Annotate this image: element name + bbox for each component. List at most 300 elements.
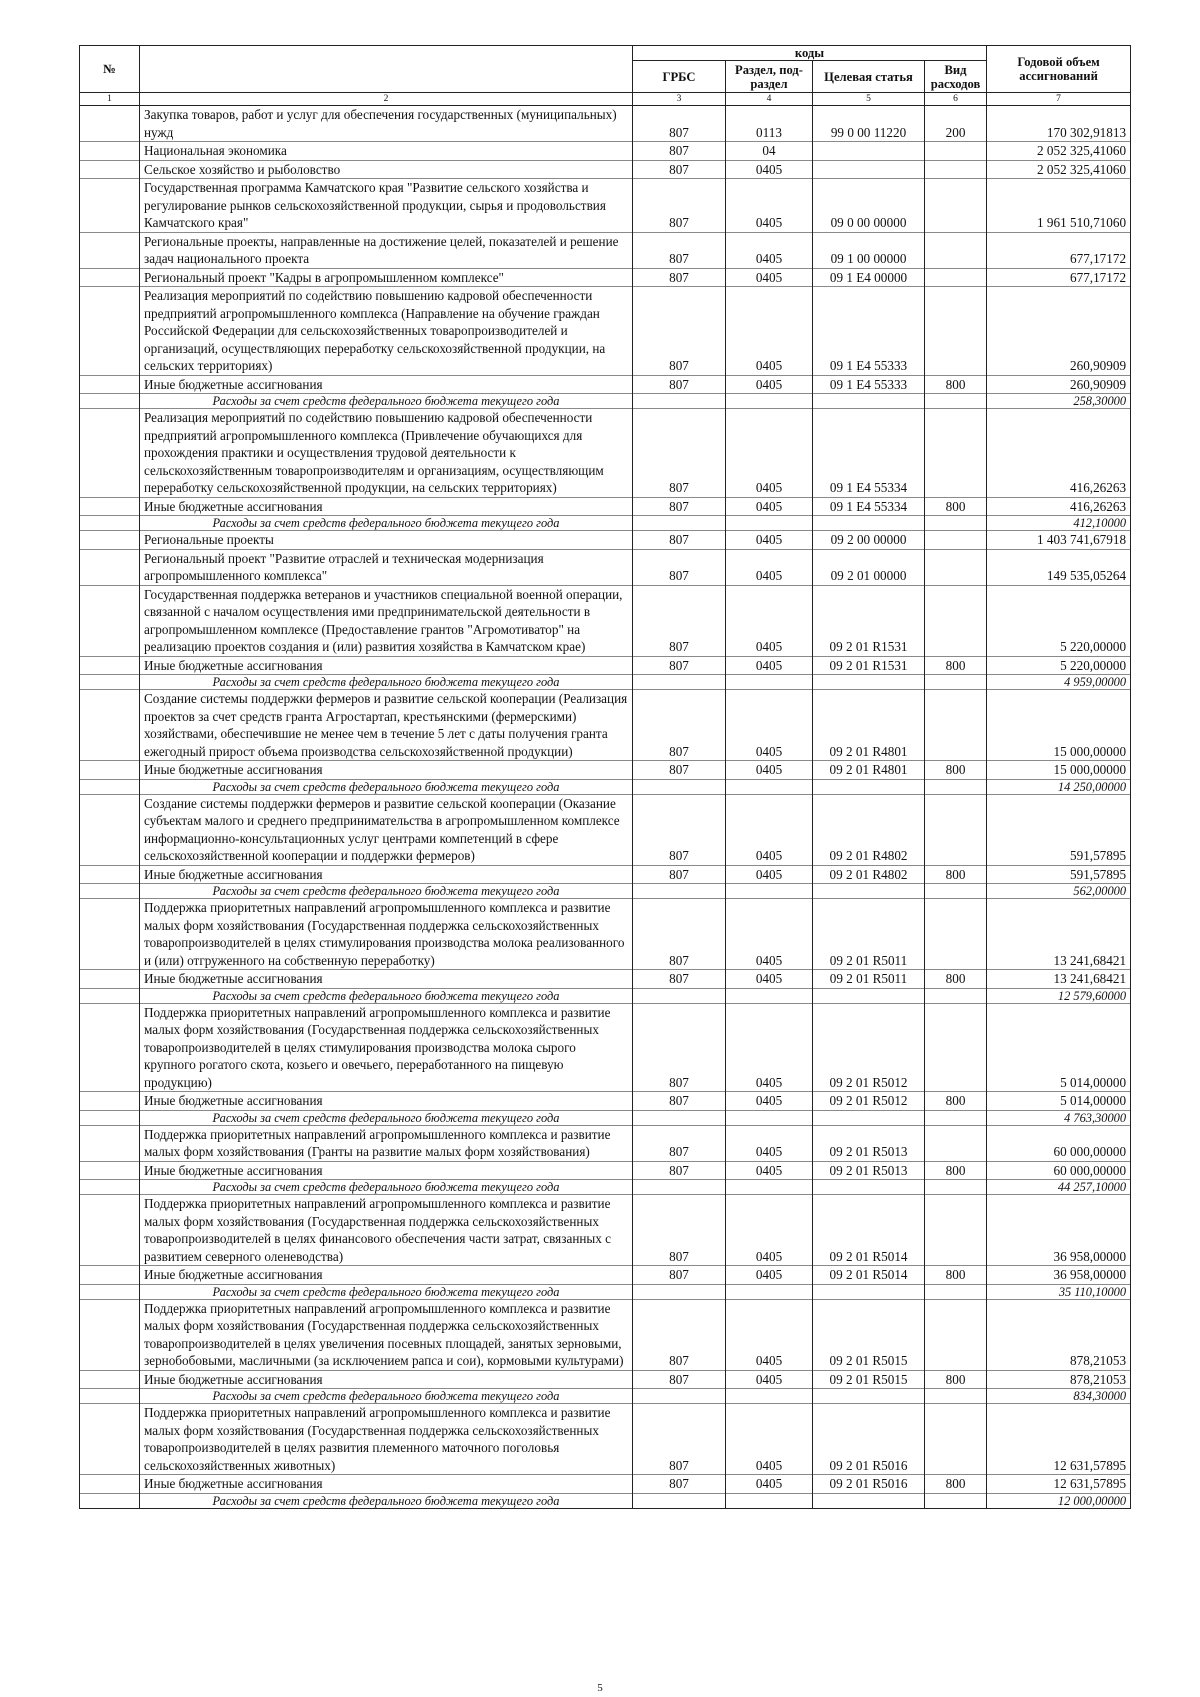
row-number [80,1370,140,1389]
row-number [80,516,140,531]
table-row [80,531,1131,550]
row-target-article: 09 2 01 R5015 [813,1299,925,1370]
row-grbs: 807 [633,160,726,179]
row-number [80,585,140,656]
row-number [80,1389,140,1404]
table-row [80,690,1131,761]
table-row [80,160,1131,179]
budget-table [79,45,1131,1509]
row-grbs: 807 [633,1003,726,1092]
row-name: Иные бюджетные ассигнования [140,1092,633,1111]
row-name: Расходы за счет средств федерального бюджета текущего года [140,1110,633,1125]
row-name: Расходы за счет средств федерального бюджета текущего года [140,1284,633,1299]
federal-funds-row [80,394,1131,409]
row-expense-type [925,794,987,865]
col-grbs-header: ГРБС [633,61,726,93]
federal-funds-row [80,1284,1131,1299]
row-target-article: 09 2 01 R4801 [813,761,925,780]
row-razdel: 0405 [726,232,813,268]
row-name: Государственная программа Камчатского края "Развитие сельского хозяйства и регулирование рынков сельскохозяйственной продукции, сырья и продовольствия Камчатского края" [140,179,633,233]
row-expense-type: 800 [925,970,987,989]
row-target-article [813,160,925,179]
row-amount: 591,57895 [987,865,1131,884]
row-grbs: 807 [633,865,726,884]
row-amount: 60 000,00000 [987,1125,1131,1161]
row-expense-type [925,142,987,161]
row-grbs: 807 [633,1161,726,1180]
codes-header: коды [633,46,987,61]
row-razdel: 0405 [726,179,813,233]
row-razdel: 0405 [726,761,813,780]
table-row [80,899,1131,970]
row-amount: 260,90909 [987,375,1131,394]
row-razdel [726,516,813,531]
row-grbs: 807 [633,549,726,585]
row-name: Иные бюджетные ассигнования [140,497,633,516]
row-name: Поддержка приоритетных направлений агропромышленного комплекса и развитие малых форм хозяйствования (Государственная поддержка сельскохозяйственных товаропроизводителей в целях развития племенного маточного поголовья сельскохозяйственных животных) [140,1404,633,1475]
row-target-article: 09 2 01 R5011 [813,899,925,970]
row-target-article: 09 2 01 R4802 [813,794,925,865]
federal-funds-row [80,1180,1131,1195]
federal-funds-row [80,1389,1131,1404]
row-number [80,1125,140,1161]
row-amount: 5 220,00000 [987,585,1131,656]
row-grbs: 807 [633,1404,726,1475]
row-target-article: 09 2 01 R5013 [813,1125,925,1161]
row-grbs [633,988,726,1003]
row-name: Реализация мероприятий по содействию повышению кадровой обеспеченности предприятий агропромышленного комплекса (Привлечение обучающихся для прохождения практики и осуществления трудовой деятельности к сельскохозяйственным товаропроизводителям и организациям, осуществляющим переработку сельскохозяйственной продукции, на сельских территориях) [140,409,633,498]
row-grbs [633,394,726,409]
row-razdel [726,1110,813,1125]
row-target-article [813,1493,925,1508]
col-number: 1 [80,93,140,106]
row-amount: 12 579,60000 [987,988,1131,1003]
col-number: 5 [813,93,925,106]
row-razdel: 0405 [726,1299,813,1370]
row-number [80,1195,140,1266]
row-expense-type [925,1125,987,1161]
row-expense-type [925,675,987,690]
row-number [80,531,140,550]
col-sum-header: Годовой объем ассигнований [987,46,1131,93]
row-grbs: 807 [633,409,726,498]
row-amount: 5 220,00000 [987,656,1131,675]
row-target-article: 09 2 01 R5016 [813,1404,925,1475]
table-row [80,656,1131,675]
row-target-article: 09 1 E4 55333 [813,375,925,394]
row-expense-type: 800 [925,1161,987,1180]
row-razdel: 0113 [726,106,813,142]
row-razdel: 0405 [726,497,813,516]
row-razdel: 0405 [726,1404,813,1475]
col-name-header [140,46,633,93]
row-number [80,1475,140,1494]
row-amount: 677,17172 [987,268,1131,287]
row-name: Иные бюджетные ассигнования [140,1161,633,1180]
row-number [80,1299,140,1370]
row-number [80,1180,140,1195]
row-number [80,794,140,865]
federal-funds-row [80,1493,1131,1508]
row-grbs: 807 [633,970,726,989]
row-expense-type [925,409,987,498]
table-row [80,1195,1131,1266]
table-row [80,232,1131,268]
row-amount: 677,17172 [987,232,1131,268]
row-expense-type [925,1195,987,1266]
row-amount: 12 000,00000 [987,1493,1131,1508]
row-name: Расходы за счет средств федерального бюджета текущего года [140,779,633,794]
row-amount: 416,26263 [987,409,1131,498]
row-target-article [813,779,925,794]
row-grbs: 807 [633,1475,726,1494]
table-row [80,1299,1131,1370]
row-amount: 15 000,00000 [987,690,1131,761]
row-grbs: 807 [633,1195,726,1266]
row-target-article: 09 1 00 00000 [813,232,925,268]
row-name: Закупка товаров, работ и услуг для обеспечения государственных (муниципальных) нужд [140,106,633,142]
col-number: 7 [987,93,1131,106]
row-name: Поддержка приоритетных направлений агропромышленного комплекса и развитие малых форм хозяйствования (Гранты на развитие малых форм хозяйствования) [140,1125,633,1161]
row-number [80,1161,140,1180]
row-number [80,865,140,884]
row-razdel: 0405 [726,1125,813,1161]
row-amount: 878,21053 [987,1370,1131,1389]
row-target-article: 09 2 01 R5013 [813,1161,925,1180]
row-amount: 591,57895 [987,794,1131,865]
row-amount: 5 014,00000 [987,1092,1131,1111]
table-row [80,409,1131,498]
table-row [80,1370,1131,1389]
row-target-article: 09 1 E4 55333 [813,287,925,376]
federal-funds-row [80,779,1131,794]
row-amount: 5 014,00000 [987,1003,1131,1092]
row-target-article: 09 2 01 R4802 [813,865,925,884]
row-razdel: 0405 [726,1161,813,1180]
row-number [80,409,140,498]
row-target-article [813,675,925,690]
row-number [80,287,140,376]
row-razdel: 0405 [726,375,813,394]
row-name: Региональные проекты, направленные на достижение целей, показателей и решение задач национального проекта [140,232,633,268]
row-amount: 260,90909 [987,287,1131,376]
row-target-article [813,884,925,899]
row-razdel: 0405 [726,1195,813,1266]
col-num-header: № [80,46,140,93]
table-row [80,761,1131,780]
row-number [80,1110,140,1125]
table-row [80,1161,1131,1180]
row-razdel [726,675,813,690]
row-name: Иные бюджетные ассигнования [140,761,633,780]
row-target-article: 09 1 E4 00000 [813,268,925,287]
row-number [80,268,140,287]
row-razdel: 0405 [726,549,813,585]
federal-funds-row [80,1110,1131,1125]
row-razdel [726,1180,813,1195]
table-row [80,287,1131,376]
table-row [80,106,1131,142]
row-expense-type [925,531,987,550]
table-row [80,1125,1131,1161]
row-razdel: 0405 [726,1266,813,1285]
row-expense-type [925,268,987,287]
row-grbs [633,1493,726,1508]
table-row [80,1092,1131,1111]
col-number: 4 [726,93,813,106]
row-grbs: 807 [633,1125,726,1161]
row-grbs: 807 [633,761,726,780]
row-name: Создание системы поддержки фермеров и развитие сельской кооперации (Оказание субъектам малого и среднего предпринимательства в агропромышленном комплексе информационно-консультационных услуг центрами компетенций в сфере сельскохозяйственной кооперации и поддержки фермеров) [140,794,633,865]
row-number [80,1003,140,1092]
row-amount: 878,21053 [987,1299,1131,1370]
row-grbs: 807 [633,1370,726,1389]
row-grbs: 807 [633,106,726,142]
row-expense-type [925,287,987,376]
row-razdel: 0405 [726,531,813,550]
row-amount: 4 763,30000 [987,1110,1131,1125]
row-grbs: 807 [633,794,726,865]
row-name: Иные бюджетные ассигнования [140,865,633,884]
col-celevaya-header: Целевая статья [813,61,925,93]
row-razdel: 04 [726,142,813,161]
row-amount: 60 000,00000 [987,1161,1131,1180]
row-grbs: 807 [633,375,726,394]
row-number [80,761,140,780]
row-expense-type [925,779,987,794]
row-name: Государственная поддержка ветеранов и участников специальной военной операции, связанной с началом осуществления ими предпринимательской деятельности в агропромышленном комплексе (Предоставление грантов "Агромотиватор" на реализацию проектов создания и (или) развития хозяйства в Камчатском крае) [140,585,633,656]
row-name: Региональный проект "Развитие отраслей и техническая модернизация агропромышленного комплекса" [140,549,633,585]
row-name: Поддержка приоритетных направлений агропромышленного комплекса и развитие малых форм хозяйствования (Государственная поддержка сельскохозяйственных товаропроизводителей в целях увеличения посевных площадей, занятых зерновыми, зернобобовыми, масличными (за исключением рапса и сои), кормовыми культурами) [140,1299,633,1370]
row-name: Создание системы поддержки фермеров и развитие сельской кооперации (Реализация проектов за счет средств гранта Агростартап, крестьянскими (фермерскими) хозяйствами, обеспечившие не менее чем в течение 5 лет с даты получения гранта ежегодный прирост объема производства сельскохозяйственной продукции) [140,690,633,761]
row-expense-type [925,232,987,268]
row-number [80,549,140,585]
table-row [80,1475,1131,1494]
row-amount: 2 052 325,41060 [987,142,1131,161]
table-row [80,1003,1131,1092]
row-number [80,988,140,1003]
row-target-article: 09 1 E4 55334 [813,409,925,498]
row-amount: 44 257,10000 [987,1180,1131,1195]
row-grbs [633,1389,726,1404]
row-amount: 258,30000 [987,394,1131,409]
row-name: Национальная экономика [140,142,633,161]
row-expense-type [925,549,987,585]
row-name: Расходы за счет средств федерального бюджета текущего года [140,394,633,409]
row-razdel [726,779,813,794]
row-grbs: 807 [633,268,726,287]
row-amount: 1 403 741,67918 [987,531,1131,550]
row-amount: 12 631,57895 [987,1475,1131,1494]
row-grbs: 807 [633,1266,726,1285]
row-razdel: 0405 [726,1003,813,1092]
row-grbs [633,675,726,690]
row-number [80,179,140,233]
row-grbs [633,516,726,531]
row-target-article: 09 2 01 R5012 [813,1092,925,1111]
row-razdel [726,394,813,409]
row-grbs: 807 [633,497,726,516]
row-amount: 416,26263 [987,497,1131,516]
row-number [80,884,140,899]
row-expense-type [925,585,987,656]
row-name: Расходы за счет средств федерального бюджета текущего года [140,516,633,531]
row-expense-type [925,1003,987,1092]
row-number [80,394,140,409]
budget-table-body [80,106,1131,1509]
row-expense-type [925,1493,987,1508]
row-expense-type: 800 [925,375,987,394]
table-row [80,970,1131,989]
row-grbs [633,779,726,794]
row-target-article [813,1180,925,1195]
budget-document [79,45,1130,1509]
row-razdel [726,884,813,899]
row-name: Расходы за счет средств федерального бюджета текущего года [140,675,633,690]
row-razdel [726,1284,813,1299]
row-number [80,160,140,179]
table-row [80,142,1131,161]
row-target-article [813,1389,925,1404]
row-grbs: 807 [633,899,726,970]
row-amount: 12 631,57895 [987,1404,1131,1475]
row-razdel [726,1493,813,1508]
row-name: Расходы за счет средств федерального бюджета текущего года [140,1389,633,1404]
table-row [80,268,1131,287]
row-number [80,1266,140,1285]
row-expense-type [925,884,987,899]
row-razdel [726,988,813,1003]
federal-funds-row [80,988,1131,1003]
row-expense-type [925,179,987,233]
row-amount: 15 000,00000 [987,761,1131,780]
row-razdel: 0405 [726,268,813,287]
table-row [80,375,1131,394]
row-grbs: 807 [633,1092,726,1111]
row-grbs [633,1284,726,1299]
row-number [80,1092,140,1111]
row-target-article: 09 0 00 00000 [813,179,925,233]
row-target-article: 09 2 01 R1531 [813,585,925,656]
row-number [80,779,140,794]
row-name: Поддержка приоритетных направлений агропромышленного комплекса и развитие малых форм хозяйствования (Государственная поддержка сельскохозяйственных товаропроизводителей в целях стимулирования производства молока реализованного и (или) отгруженного на собственную переработку) [140,899,633,970]
col-vid-header: Вид расходов [925,61,987,93]
row-name: Поддержка приоритетных направлений агропромышленного комплекса и развитие малых форм хозяйствования (Государственная поддержка сельскохозяйственных товаропроизводителей в целях стимулирования производства молока сырого крупного рогатого скота, козьего и овечьего, переработанного на пищевую продукцию) [140,1003,633,1092]
row-expense-type: 800 [925,761,987,780]
row-expense-type [925,1404,987,1475]
row-expense-type: 200 [925,106,987,142]
row-amount: 2 052 325,41060 [987,160,1131,179]
row-number [80,1284,140,1299]
row-number [80,142,140,161]
table-row [80,794,1131,865]
row-razdel: 0405 [726,690,813,761]
row-target-article: 09 2 01 00000 [813,549,925,585]
row-amount: 412,10000 [987,516,1131,531]
row-grbs [633,1110,726,1125]
row-razdel: 0405 [726,794,813,865]
row-target-article: 99 0 00 11220 [813,106,925,142]
row-grbs: 807 [633,531,726,550]
row-name: Расходы за счет средств федерального бюджета текущего года [140,1493,633,1508]
row-amount: 562,00000 [987,884,1131,899]
row-razdel: 0405 [726,287,813,376]
row-target-article: 09 2 01 R5015 [813,1370,925,1389]
row-grbs: 807 [633,585,726,656]
row-number [80,690,140,761]
row-amount: 170 302,91813 [987,106,1131,142]
row-name: Иные бюджетные ассигнования [140,375,633,394]
row-target-article [813,1284,925,1299]
row-name: Иные бюджетные ассигнования [140,656,633,675]
row-target-article [813,394,925,409]
col-razdel-header: Раздел, под-раздел [726,61,813,93]
row-name: Расходы за счет средств федерального бюджета текущего года [140,988,633,1003]
col-number: 3 [633,93,726,106]
col-number: 2 [140,93,633,106]
table-row [80,179,1131,233]
row-number [80,232,140,268]
row-expense-type [925,1110,987,1125]
row-expense-type: 800 [925,1266,987,1285]
row-grbs [633,1180,726,1195]
row-target-article: 09 2 01 R5014 [813,1266,925,1285]
row-razdel: 0405 [726,1370,813,1389]
row-expense-type: 800 [925,656,987,675]
row-razdel: 0405 [726,1092,813,1111]
row-name: Иные бюджетные ассигнования [140,1266,633,1285]
row-grbs: 807 [633,690,726,761]
row-number [80,1404,140,1475]
row-expense-type: 800 [925,1370,987,1389]
row-grbs: 807 [633,142,726,161]
row-expense-type [925,690,987,761]
row-number [80,899,140,970]
table-row [80,497,1131,516]
row-target-article: 09 2 01 R5014 [813,1195,925,1266]
table-row [80,549,1131,585]
row-amount: 13 241,68421 [987,899,1131,970]
row-expense-type [925,1299,987,1370]
row-razdel: 0405 [726,656,813,675]
row-grbs: 807 [633,287,726,376]
table-row [80,1266,1131,1285]
table-row [80,865,1131,884]
row-razdel [726,1389,813,1404]
row-name: Сельское хозяйство и рыболовство [140,160,633,179]
row-razdel: 0405 [726,865,813,884]
row-expense-type: 800 [925,1092,987,1111]
row-amount: 35 110,10000 [987,1284,1131,1299]
row-name: Реализация мероприятий по содействию повышению кадровой обеспеченности предприятий агропромышленного комплекса (Направление на обучение граждан Российской Федерации для сельскохозяйственных товаропроизводителей и организаций, осуществляющих переработку сельскохозяйственной продукции, на сельских территориях) [140,287,633,376]
row-grbs: 807 [633,179,726,233]
federal-funds-row [80,884,1131,899]
row-target-article: 09 2 00 00000 [813,531,925,550]
row-expense-type [925,160,987,179]
row-expense-type: 800 [925,1475,987,1494]
row-expense-type: 800 [925,497,987,516]
row-number [80,675,140,690]
table-row [80,1404,1131,1475]
row-grbs: 807 [633,232,726,268]
row-number [80,375,140,394]
row-razdel: 0405 [726,1475,813,1494]
row-amount: 36 958,00000 [987,1266,1131,1285]
row-name: Иные бюджетные ассигнования [140,970,633,989]
row-grbs: 807 [633,656,726,675]
row-name: Региональные проекты [140,531,633,550]
row-amount: 36 958,00000 [987,1195,1131,1266]
